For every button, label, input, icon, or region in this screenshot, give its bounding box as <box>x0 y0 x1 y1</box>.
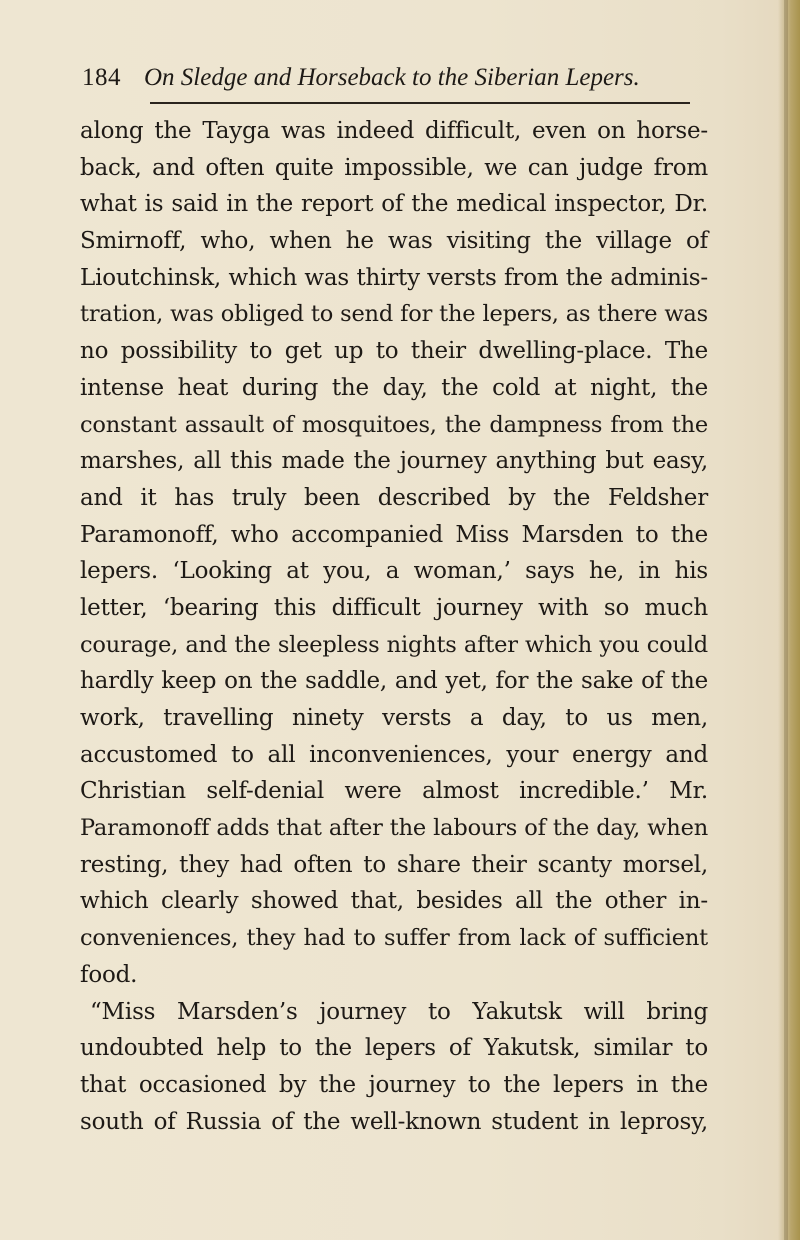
text-line: constant assault of mosquitoes, the dampness from the <box>80 411 708 438</box>
text-line: what is said in the report of the medical inspector, Dr. <box>80 191 708 218</box>
text-line: intense heat during the day, the cold at night, the <box>80 374 708 401</box>
page-header <box>82 64 702 104</box>
text-line: food. <box>80 961 138 988</box>
text-line: no possibility to get up to their dwelling-place. The <box>80 338 708 365</box>
text-line: Christian self-denial were almost incredible.’ Mr. <box>80 778 708 805</box>
text-line: letter, ‘bearing this difficult journey with so much <box>80 594 708 621</box>
text-line: back, and often quite impossible, we can judge from <box>80 154 708 181</box>
text-line: courage, and the sleepless nights after which you could <box>80 631 708 658</box>
text-line: hardly keep on the saddle, and yet, for the sake of the <box>80 668 708 695</box>
page-number: 184 <box>82 64 121 91</box>
text-line: south of Russia of the well-known student in leprosy, <box>80 1108 708 1135</box>
page-edge-shadow <box>778 0 800 1240</box>
text-line: work, travelling ninety versts a day, to us men, <box>80 705 708 731</box>
running-title: On Sledge and Horseback to the Siberian Lepers. <box>144 64 640 91</box>
text-line: which clearly showed that, besides all the other in- <box>80 888 708 915</box>
text-line: conveniences, they had to suffer from lack of sufficient <box>80 925 708 952</box>
header-rule <box>150 102 690 104</box>
text-line: accustomed to all inconveniences, your energy and <box>80 741 708 768</box>
text-line: tration, was obliged to send for the lepers, as there was <box>80 301 708 328</box>
text-line: that occasioned by the journey to the lepers in the <box>80 1071 708 1098</box>
text-line: marshes, all this made the journey anything but easy, <box>80 448 708 475</box>
text-line: resting, they had often to share their scanty morsel, <box>80 851 708 878</box>
text-line: Paramonoff, who accompanied Miss Marsden to the <box>80 521 708 548</box>
text-line: and it has truly been described by the Feldsher <box>80 484 708 511</box>
text-line: Paramonoff adds that after the labours of the day, when <box>80 815 708 842</box>
text-line: Smirnoff, who, when he was visiting the village of <box>80 228 708 255</box>
text-line: lepers. ‘Looking at you, a woman,’ says he, in his <box>80 558 708 585</box>
text-line: Lioutchinsk, which was thirty versts from the adminis- <box>80 264 708 291</box>
text-line: undoubted help to the lepers of Yakutsk, similar to <box>80 1035 708 1062</box>
body-text <box>80 113 708 1140</box>
text-line: along the Tayga was indeed difficult, even on horse- <box>80 118 708 144</box>
text-line: “Miss Marsden’s journey to Yakutsk will bring <box>90 998 708 1025</box>
